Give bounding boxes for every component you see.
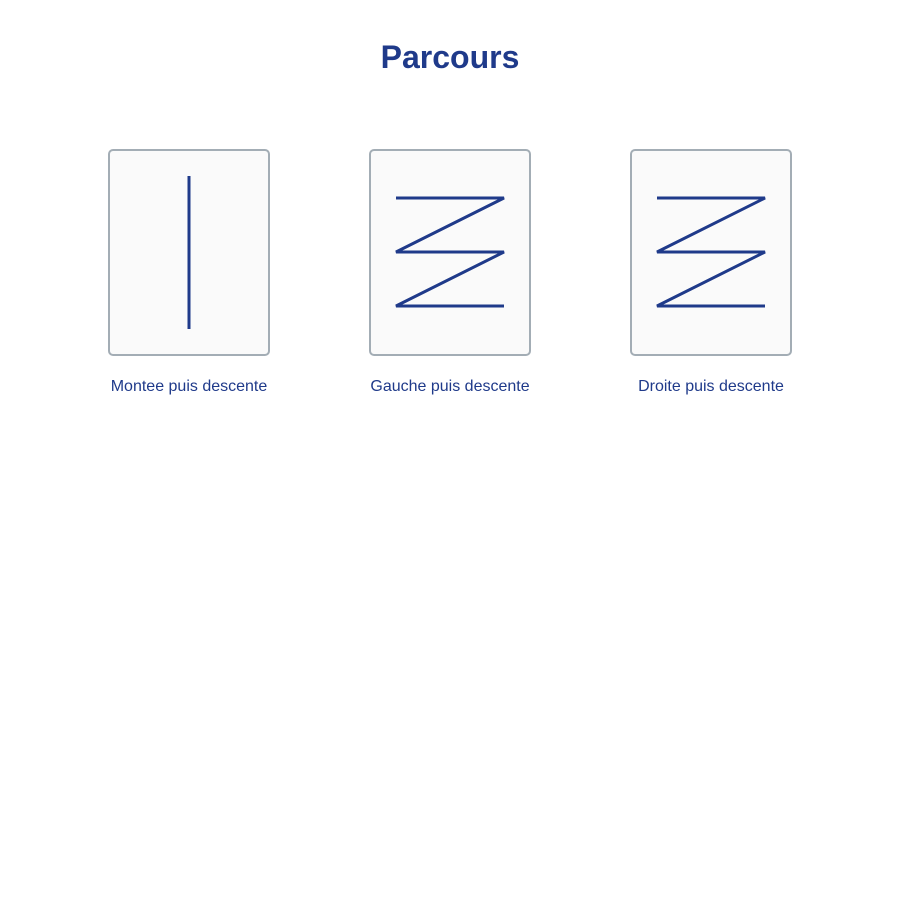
zigzag-path-diagram <box>371 151 529 354</box>
path-card-montee <box>108 149 270 356</box>
path-label-droite: Droite puis descente <box>638 378 784 395</box>
zigzag-path-diagram <box>632 151 790 354</box>
vertical-path-diagram <box>110 151 268 354</box>
path-label-gauche: Gauche puis descente <box>370 378 530 395</box>
path-card-droite <box>630 149 792 356</box>
zigzag-stroke <box>657 198 765 306</box>
path-card-gauche <box>369 149 531 356</box>
path-label-montee: Montee puis descente <box>110 378 268 395</box>
zigzag-stroke <box>396 198 504 306</box>
page-title: Parcours <box>380 39 520 75</box>
